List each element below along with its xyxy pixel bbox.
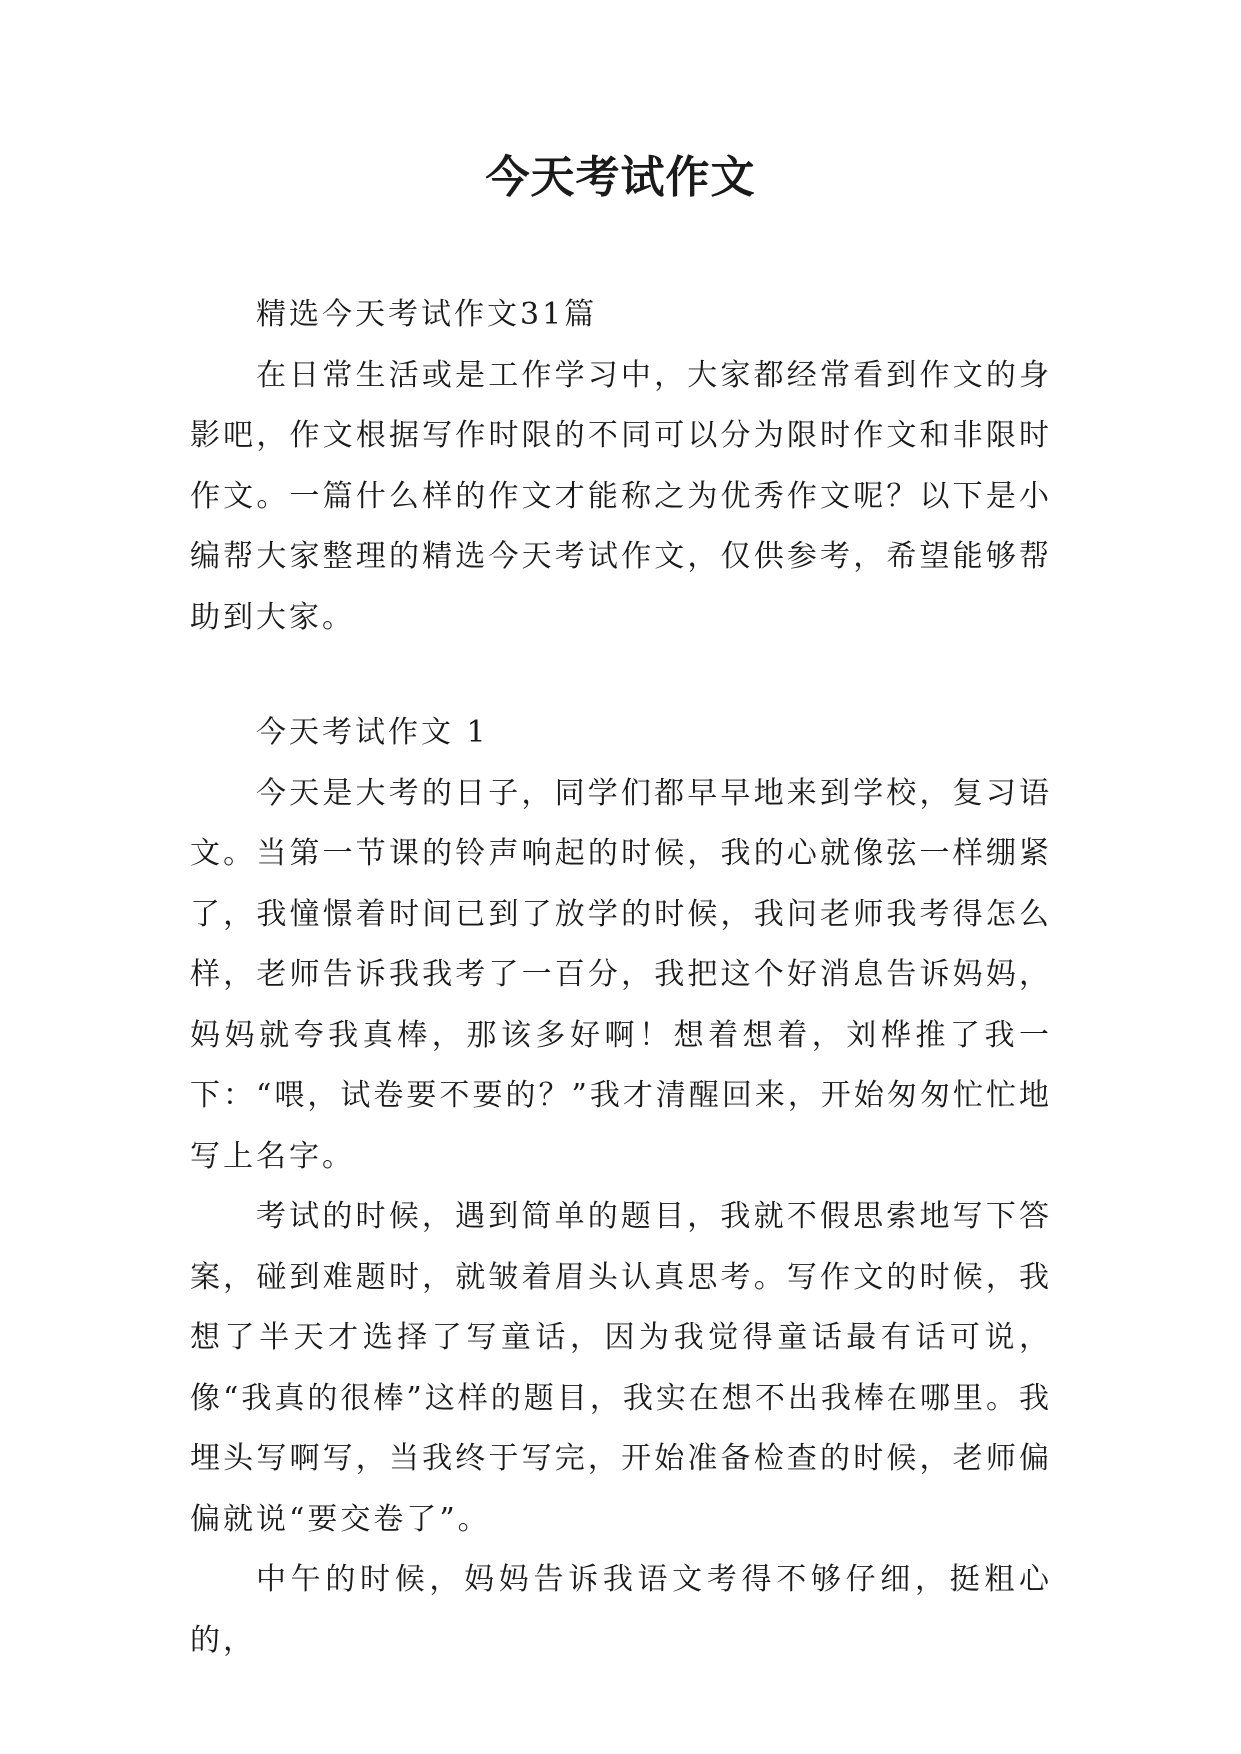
body-paragraph-1: 今天是大考的日子，同学们都早早地来到学校，复习语文。当第一节课的铃声响起的时候，我的心就像弦一样绷紧了，我憧憬着时间已到了放学的时候，我问老师我考得怎么样，老师告诉我我考了一百分，我把这个好消息告诉妈妈，妈妈就夸我真棒，那该多好啊！想着想着，刘桦推了我一下：“喂，试卷要不要的？”我才清醒回来，开始匆匆忙忙地写上名字。 <box>190 775 1052 1174</box>
document-title: 今天考试作文 <box>485 152 756 203</box>
section-spacer <box>190 648 1052 703</box>
body-paragraph-2: 考试的时候，遇到简单的题目，我就不假思索地写下答案，碰到难题时，就皱着眉头认真思考。写作文的时候，我想了半天才选择了写童话，因为我觉得童话最有话可说，像“我真的很棒”这样的题目，我实在想不出我棒在哪里。我埋头写啊写，当我终于写完，开始准备检查的时候，老师偏偏就说“要交卷了”。 <box>190 1199 1052 1537</box>
body-paragraph-3: 中午的时候，妈妈告诉我语文考得不够仔细，挺粗心的， <box>190 1562 1052 1658</box>
subtitle-line: 精选今天考试作文31篇 <box>256 297 598 332</box>
document-body <box>190 285 1052 1671</box>
intro-paragraph: 在日常生活或是工作学习中，大家都经常看到作文的身影吧，作文根据写作时限的不同可以分为限时作文和非限时作文。一篇什么样的作文才能称之为优秀作文呢？以下是小编帮大家整理的精选今天考试作文，仅供参考，希望能够帮助到大家。 <box>190 357 1052 635</box>
section-heading: 今天考试作文 1 <box>256 715 489 750</box>
